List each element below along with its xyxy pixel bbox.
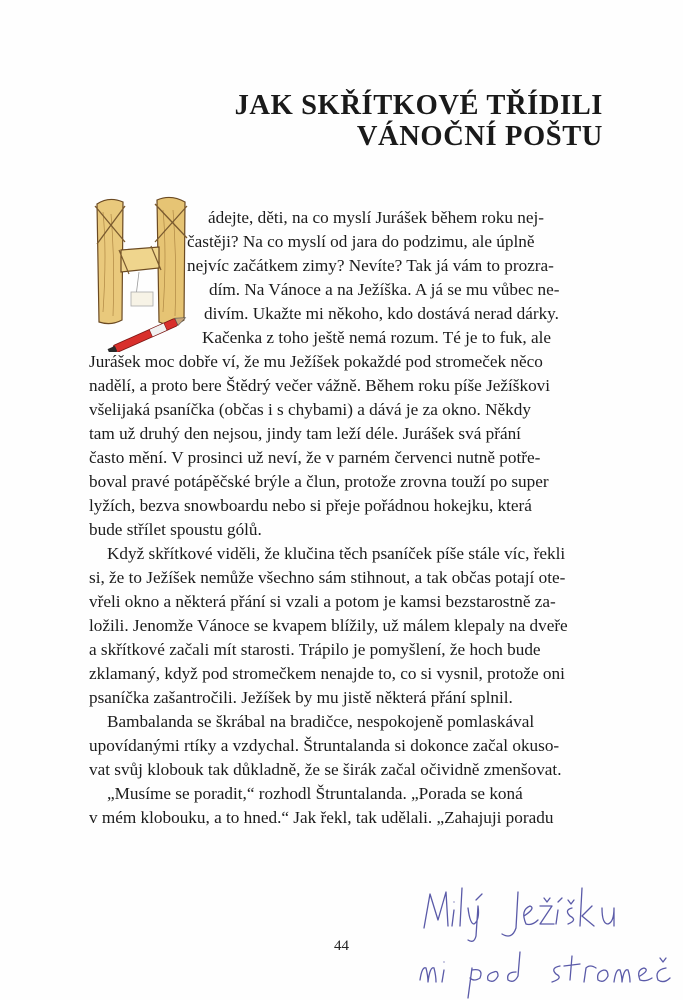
text-line: častěji? Na co myslí od jara do podzimu, ale úplně: [187, 232, 535, 251]
text-line: boval pravé potápěčské brýle a člun, protože zrovna touží po super: [89, 472, 549, 491]
text-line: „Musíme se poradit,“ rozhodl Štruntalanda. „Porada se koná: [107, 784, 523, 803]
text-line: Bambalanda se škrábal na bradičce, nespokojeně pomlaskával: [107, 712, 535, 731]
text-line: Kačenka z toho ještě nemá rozum. Té je to fuk, ale: [202, 328, 552, 347]
page-number: 44: [334, 938, 349, 954]
text-line: ádejte, děti, na co myslí Jurášek během roku nej-: [208, 208, 545, 227]
handwriting-icon: [390, 880, 683, 1000]
text-line: často mění. V prosinci už neví, že v parném červenci nutně potře-: [89, 448, 541, 467]
text-line: nejvíc začátkem zimy? Nevíte? Tak já vám to prozra-: [187, 256, 554, 275]
text-line: nadělí, a proto bere Štědrý večer vážně. Během roku píše Ježíškovi: [89, 376, 551, 395]
chapter-title-line-2: VÁNOČNÍ POŠTU: [356, 121, 603, 152]
text-line: divím. Ukažte mi někoho, kdo dostává nerad dárky.: [204, 304, 559, 323]
chapter-title-line-1: JAK SKŘÍTKOVÉ TŘÍDILI: [234, 90, 603, 121]
text-line: bude střílet spoustu gólů.: [89, 520, 262, 539]
chapter-title: [235, 90, 603, 152]
body-text: [89, 206, 599, 830]
text-line: všelijaká psaníčka (občas i s chybami) a dává je za okno. Někdy: [89, 400, 531, 419]
text-line: zklamaný, když pod stromečkem nenajde to, co si vysnil, protože oni: [89, 664, 565, 683]
text-line: upovídanými rtíky a vzdychal. Štruntalanda si dokonce začal okuso-: [89, 736, 560, 755]
text-line: psaníčka zašantročili. Ježíšek by mu jistě některá přání splnil.: [89, 688, 513, 707]
text-line: dím. Na Vánoce a na Ježíška. A já se mu vůbec ne-: [209, 280, 560, 299]
text-line: Když skřítkové viděli, že klučina těch psaníček píše stále víc, řekli: [107, 544, 566, 563]
text-line: lyžích, bezva snowboardu nebo si přeje pořádnou hokejku, která: [89, 496, 532, 515]
handwritten-note: [390, 880, 683, 1000]
text-line: Jurášek moc dobře ví, že mu Ježíšek pokaždé pod stromeček něco: [89, 352, 543, 371]
text-line: tam už druhý den nejsou, jindy tam leží déle. Jurášek svá přání: [89, 424, 521, 443]
text-line: si, že to Ježíšek nemůže všechno sám stihnout, a tak občas potají ote-: [89, 568, 566, 587]
text-line: ložili. Jenomže Vánoce se kvapem blížily, už málem klepaly na dveře: [89, 616, 568, 635]
text-line: vat svůj klobouk tak důkladně, že se širák začal očividně zmenšovat.: [89, 760, 562, 779]
text-line: v mém klobouku, a to hned.“ Jak řekl, tak udělali. „Zahajuji poradu: [89, 808, 554, 827]
text-line: vřeli okno a některá přání si vzali a potom je kamsi bezstarostně za-: [89, 592, 556, 611]
text-line: a skřítkové začali mít starosti. Trápilo je pomyšlení, že hoch bude: [89, 640, 541, 659]
